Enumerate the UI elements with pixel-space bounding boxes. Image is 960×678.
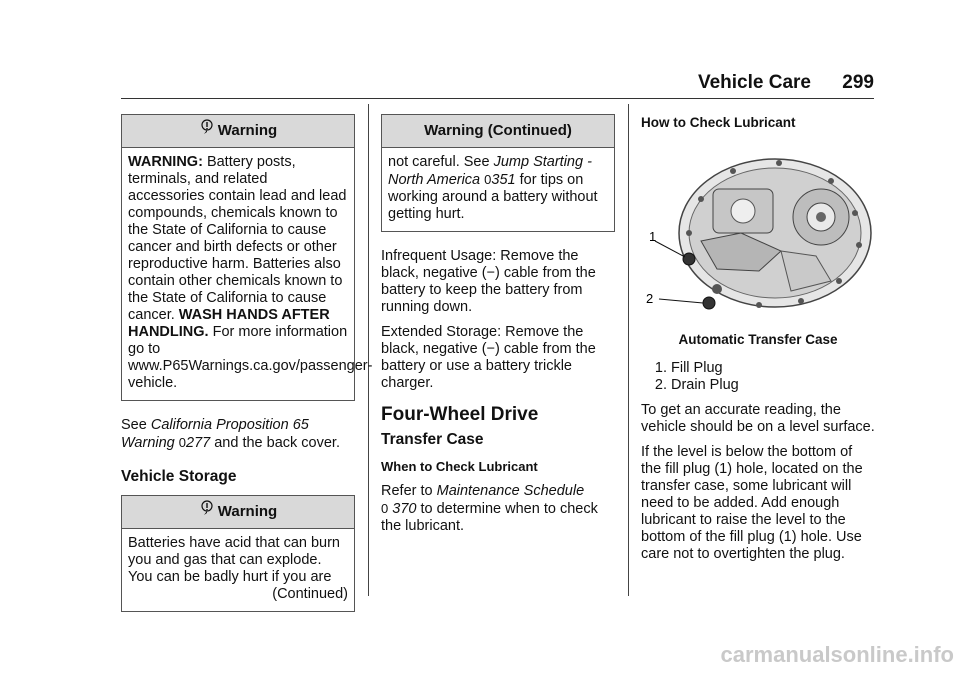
warning-icon — [199, 115, 215, 147]
warning-title-text: Warning — [217, 503, 278, 520]
column-divider — [368, 104, 369, 596]
topic-heading: How to Check Lubricant — [641, 115, 796, 130]
xref-link[interactable]: Maintenance Schedule — [436, 483, 585, 499]
text: and the back cover. — [210, 435, 340, 451]
page-number: 299 — [842, 72, 874, 93]
warning-title-text: Warning — [217, 122, 278, 139]
warning-body — [122, 148, 373, 400]
header-rule — [121, 98, 874, 99]
infrequent-usage: Infrequent Usage: Remove the black, negative (−) cable from the battery to keep the battery from running down. — [381, 248, 596, 315]
section-title: Vehicle Care — [697, 72, 812, 93]
warning-lead: WARNING: — [128, 154, 203, 170]
section-heading: Four-Wheel Drive — [381, 404, 539, 425]
page-header — [698, 72, 874, 94]
text: See — [121, 417, 151, 433]
section-heading: Vehicle Storage — [121, 468, 237, 485]
body-paragraph: To get an accurate reading, the vehicle should be on a level surface. — [641, 402, 875, 435]
xref-arrow: 0 — [178, 435, 186, 450]
xref-arrow: 0 — [484, 172, 492, 187]
text: not careful. See — [388, 154, 494, 170]
warning-body — [122, 529, 354, 611]
callout-2: 2 — [646, 291, 654, 306]
topic-heading: When to Check Lubricant — [381, 459, 538, 474]
column-3 — [641, 114, 875, 571]
text: for tips on working around a battery without getting hurt. — [388, 172, 598, 222]
warning-icon — [199, 496, 215, 528]
xref-arrow: 0 — [381, 501, 389, 516]
continued-label: (Continued) — [272, 586, 348, 602]
xref-link[interactable]: California Proposition 65 Warning — [121, 417, 309, 451]
transfer-case-illustration — [641, 141, 875, 323]
warning-box-battery — [121, 495, 355, 612]
warning-body — [382, 148, 614, 231]
column-2 — [381, 114, 615, 543]
column-divider — [628, 104, 629, 596]
warning-box-continued — [381, 114, 615, 232]
warning-bold-text: WASH HANDS AFTER HANDLING. — [128, 307, 330, 340]
warning-title: Warning (Continued) — [382, 115, 614, 148]
warning-text: For more information go to www.P65Warnings.ca.gov/passenger-vehicle. — [128, 324, 373, 391]
warning-title — [122, 115, 354, 148]
warning-text: Batteries have acid that can burn you and gas that can explode. You can be badly hurt if you are — [128, 535, 340, 585]
figure-caption: Automatic Transfer Case — [678, 332, 838, 347]
warning-box-prop65 — [121, 114, 373, 401]
xref-link[interactable]: Jump Starting - North America — [388, 154, 592, 188]
text: to determine when to check the lubricant. — [381, 501, 598, 534]
list-item: 1. Fill Plug — [671, 360, 875, 377]
extended-storage: Extended Storage: Remove the black, negative (−) cable from the battery or use a battery trickle charger. — [381, 324, 596, 391]
body-paragraph: If the level is below the bottom of the fill plug (1) hole, located on the transfer case, some lubricant will need to be added. Add enough lubricant to raise the level to the bottom of the fill plug (1) hole. Use care not to overtighten the plug. — [641, 444, 863, 562]
xref-page[interactable]: 370 — [392, 501, 417, 517]
see-paragraph — [121, 417, 355, 452]
refer-paragraph — [381, 483, 615, 535]
callout-list — [641, 360, 875, 394]
column-1 — [121, 114, 373, 612]
text: Refer to — [381, 483, 437, 499]
warning-title — [122, 496, 354, 529]
subsection-heading: Transfer Case — [381, 431, 484, 448]
list-item: 2. Drain Plug — [671, 377, 875, 394]
xref-page[interactable]: 351 — [491, 172, 516, 188]
callout-1: 1 — [649, 229, 657, 244]
xref-page[interactable]: 277 — [186, 435, 211, 451]
watermark: carmanualsonline.info — [720, 642, 954, 667]
warning-text: Battery posts, terminals, and related accessories contain lead and lead compounds, chemicals known to the State of California to cause cancer and birth defects or other reproductive harm. Batteries also contain other chemicals known to the State of California to cause cancer. — [128, 154, 347, 323]
